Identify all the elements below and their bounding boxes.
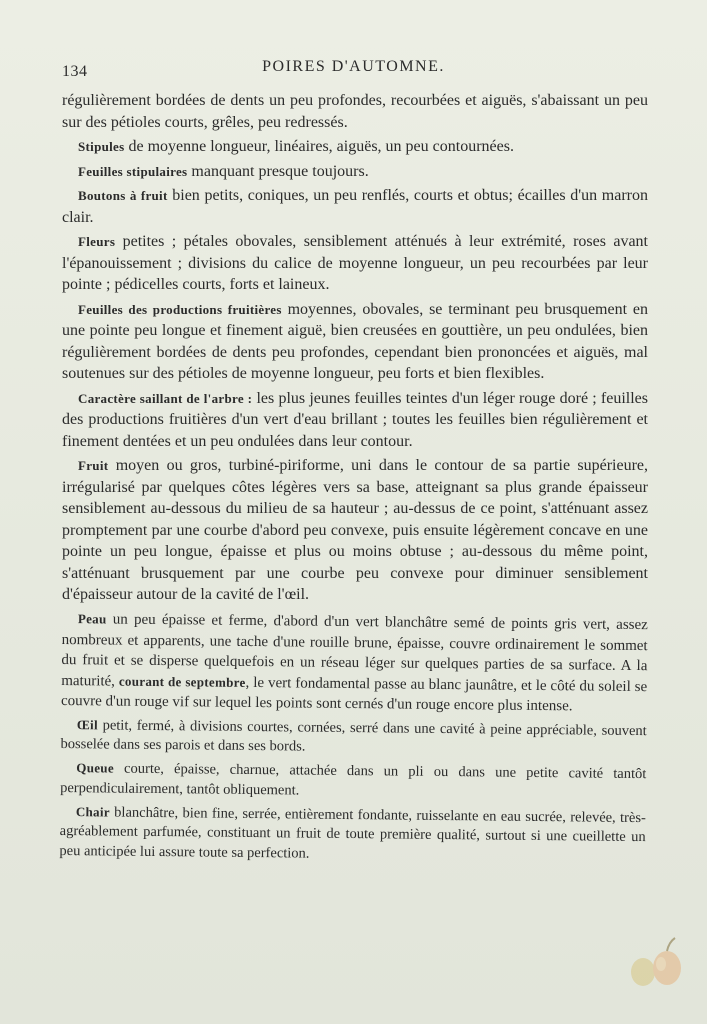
- term-label: Chair: [75, 803, 110, 819]
- term-label: Peau: [77, 610, 107, 626]
- paragraph-text: manquant presque toujours.: [187, 162, 369, 180]
- paragraph-text: moyennes, obovales, se terminant peu brusquement en une pointe peu longue et finement aiguë, bien creusées en gouttière, un peu ondulées, bien régulièrement bordées de dents peu profondes, cependant bien prononcées et aiguës, mal soutenues sur des pétioles de moyenne longueur, peu forts et bien flexibles.: [62, 300, 648, 382]
- page-number: 134: [62, 63, 88, 80]
- running-title: POIRES D'AUTOMNE.: [262, 58, 445, 75]
- paragraph-eye: [60, 714, 646, 761]
- paragraph-leaf-margin-continued: [62, 90, 648, 133]
- paragraph-text: petit, fermé, à divisions courtes, cornées, serré dans une cavité à peine appréciable, souvent bosselée dans ses parois et dans ses bords.: [60, 716, 647, 755]
- pear-illustration-icon: [621, 930, 693, 994]
- paragraph-fruit-buds: [62, 185, 648, 228]
- paragraph-text: moyen ou gros, turbiné-piriforme, uni dans le contour de sa partie supérieure, irrégularisé par quelques côtes légères vers sa base, atteignant sa plus grande épaisseur sensiblement au-dessous du milieu de sa hauteur ; au-dessus de ce point, s'atténuant assez promptement par une courbe d'abord peu convexe, puis ensuite légèrement concave en une pointe un peu longue, épaisse et plus ou moins obtuse ; au-dessous du même point, s'atténuant brusquement par une courbe peu convexe pour diminuer sensiblement d'épaisseur autour de la cavité de l'œil.: [62, 457, 648, 603]
- paragraph-flowers: [62, 231, 648, 296]
- paragraph-text: courte, épaisse, charnue, attachée dans un pli ou dans une petite cavité tantôt perpendiculairement, tantôt obliquement.: [60, 760, 647, 798]
- paragraph-stipules: [62, 136, 648, 158]
- paragraph-fruiting-leaves: [62, 299, 648, 385]
- paragraph-text: blanchâtre, bien fine, serrée, entièrement fondante, ruisselante en eau sucrée, relevée, très-agréablement parfumée, constituant un fruit de toute première qualité, surtout si une cueillette un peu anticipée lui assure toute sa perfection.: [59, 803, 646, 862]
- paragraph-text: de moyenne longueur, linéaires, aiguës, un peu contournées.: [124, 138, 514, 155]
- term-label-ripening: courant de septembre: [118, 672, 246, 689]
- paragraph-flesh: [59, 801, 646, 868]
- paragraph-text: les plus jeunes feuilles teintes d'un léger rouge doré ; feuilles des productions fruitières d'un vert d'eau brillant ; toutes les feuilles bien régulièrement et finement dentées et un peu ondulées dans leur contour.: [62, 389, 648, 450]
- paragraph-text: un peu épaisse et ferme, d'abord d'un vert blanchâtre semé de points gris vert, assez nombreux et apparents, une tache d'une rouille brune, épaisse, couvre ordinairement le sommet du fruit et se disperse quelquefois en un réseau léger sur quelques parties de sa surface. A la maturité,: [61, 610, 648, 689]
- term-label: Boutons à fruit: [78, 188, 168, 203]
- paragraph-text: petites ; pétales obovales, sensiblement atténués à leur extrémité, roses avant l'épanouissement ; divisions du calice de moyenne longueur, un peu recourbées par leur pointe ; pédicelles courts, forts et laineux.: [62, 233, 648, 293]
- term-label: Stipules: [78, 139, 125, 154]
- lower-text-block: [59, 609, 648, 868]
- paragraph-text: bien petits, coniques, un peu renflés, courts et obtus; écailles d'un marron clair.: [62, 187, 648, 226]
- paragraph-stalk: [60, 758, 646, 805]
- paragraph-tree-character: [62, 388, 648, 453]
- paragraph-stipular-leaves: [62, 161, 648, 183]
- term-label: Caractère saillant de l'arbre :: [78, 390, 253, 406]
- term-label: Fleurs: [78, 234, 116, 249]
- term-label: Queue: [76, 759, 115, 776]
- paragraph-text: régulièrement bordées de dents un peu profondes, recourbées et aiguës, s'abaissant un peu sur des pétioles courts, grêles, peu redressés.: [62, 92, 648, 131]
- term-label: Fruit: [78, 458, 109, 473]
- term-label: Feuilles stipulaires: [78, 163, 188, 179]
- paragraph-text-continued: , le vert fondamental passe au blanc jaunâtre, et le côté du soleil se couvre d'un rouge vif sur lequel les points sont cernés d'un rouge encore plus intense.: [60, 673, 648, 714]
- term-label: Œil: [76, 716, 98, 732]
- term-label: Feuilles des productions fruitières: [78, 301, 282, 317]
- body-text: [59, 90, 648, 865]
- paragraph-skin: [61, 609, 648, 718]
- paragraph-fruit: [62, 455, 648, 606]
